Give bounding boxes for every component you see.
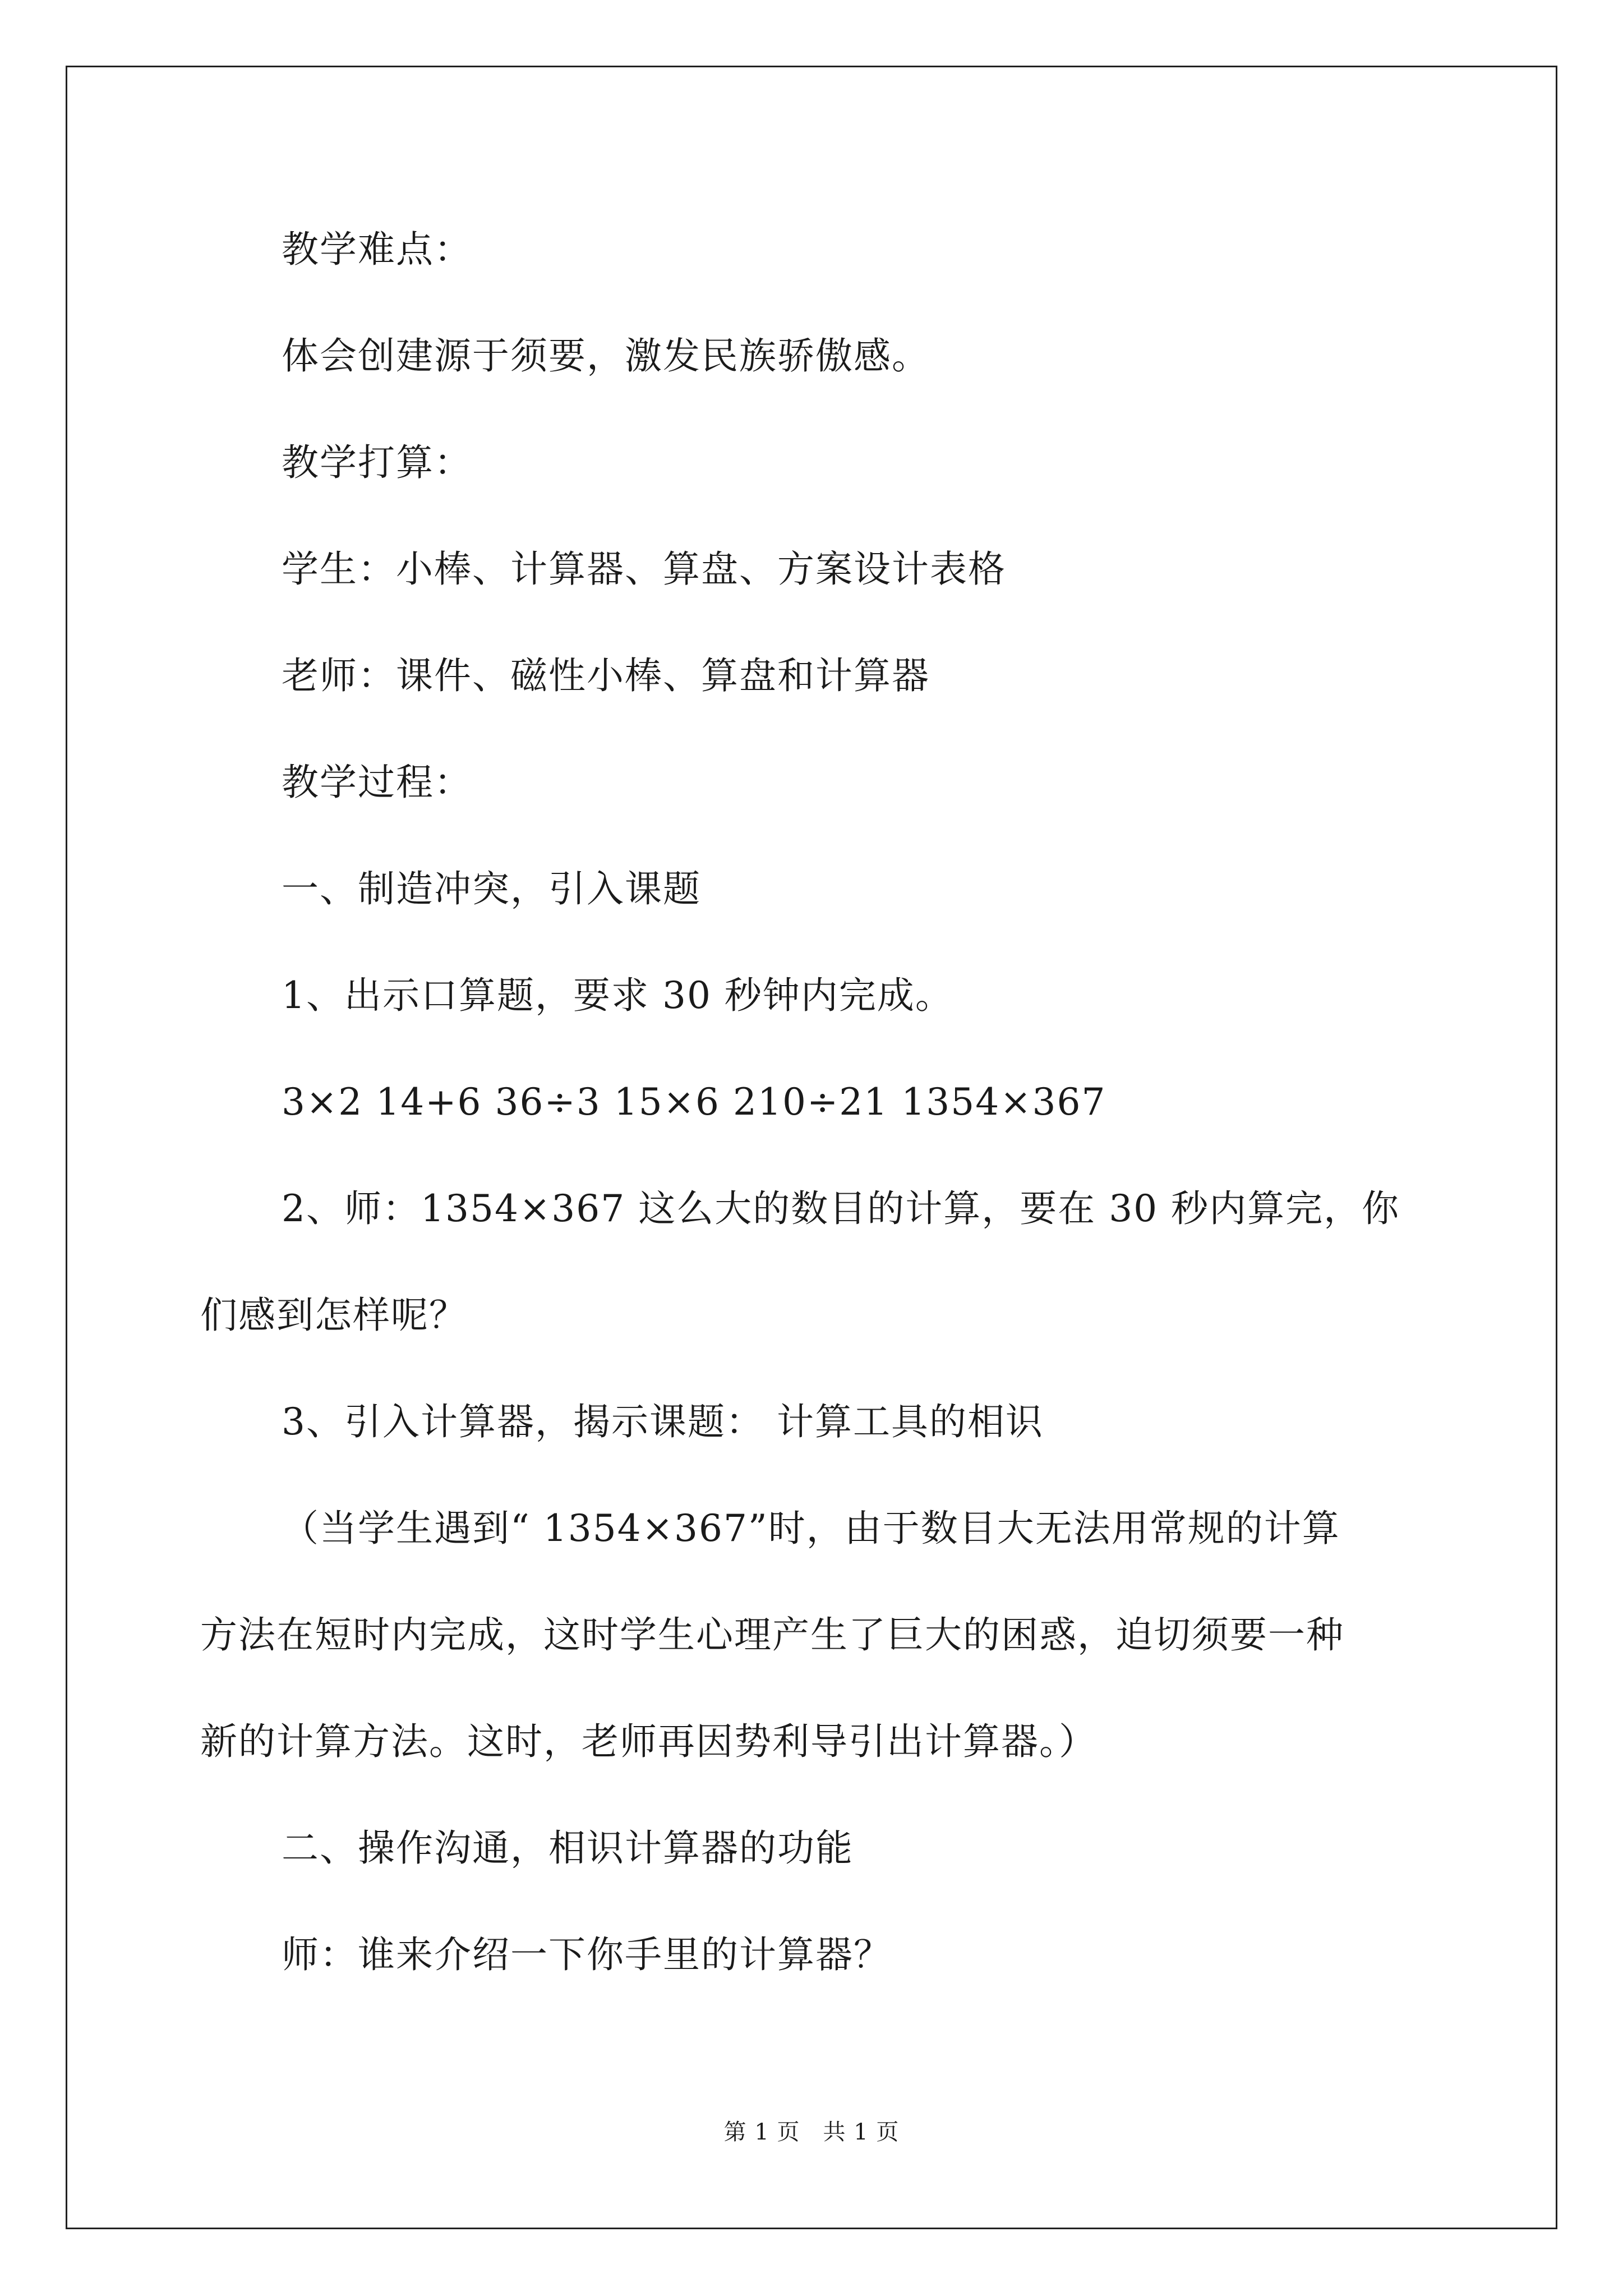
page-border: [66, 66, 1557, 2229]
paragraph-teacher-materials: 老师：课件、磁性小棒、算盘和计算器: [282, 654, 930, 697]
heading-teaching-process: 教学过程：: [282, 761, 472, 804]
paragraph-note-line-1: （当学生遇到“ 1354×367”时，由于数目大无法用常规的计算: [282, 1507, 1340, 1550]
paragraph-teacher-question: 师：谁来介绍一下你手里的计算器？: [282, 1933, 892, 1976]
section-heading-two: 二、操作沟通，相识计算器的功能: [282, 1826, 854, 1870]
paragraph-step-2-line-1: 2、师：1354×367 这么大的数目的计算，要在 30 秒内算完，你: [282, 1187, 1400, 1230]
paragraph-arithmetic-problems: 3×2 14+6 36÷3 15×6 210÷21 1354×367: [282, 1080, 1106, 1124]
paragraph-step-2-line-2: 们感到怎样呢？: [200, 1294, 467, 1337]
paragraph-student-materials: 学生：小棒、计算器、算盘、方案设计表格: [282, 547, 1006, 591]
heading-teaching-preparation: 教学打算：: [282, 441, 472, 484]
paragraph-note-line-3: 新的计算方法。这时，老师再因势利导引出计算器。）: [200, 1720, 1097, 1763]
paragraph-note-line-2: 方法在短时内完成，这时学生心理产生了巨大的困惑，迫切须要一种: [200, 1613, 1344, 1657]
paragraph-difficulty-text: 体会创建源于须要，激发民族骄傲感。: [282, 334, 930, 378]
page-footer: 第 1 页 共 1 页: [723, 2119, 900, 2145]
heading-teaching-difficulty: 教学难点：: [282, 228, 472, 271]
paragraph-step-3: 3、引入计算器，揭示课题： 计算工具的相识: [282, 1400, 1044, 1443]
paragraph-step-1: 1、出示口算题，要求 30 秒钟内完成。: [282, 974, 953, 1017]
document-body: [67, 67, 1556, 2228]
section-heading-one: 一、制造冲突，引入课题: [282, 867, 701, 910]
